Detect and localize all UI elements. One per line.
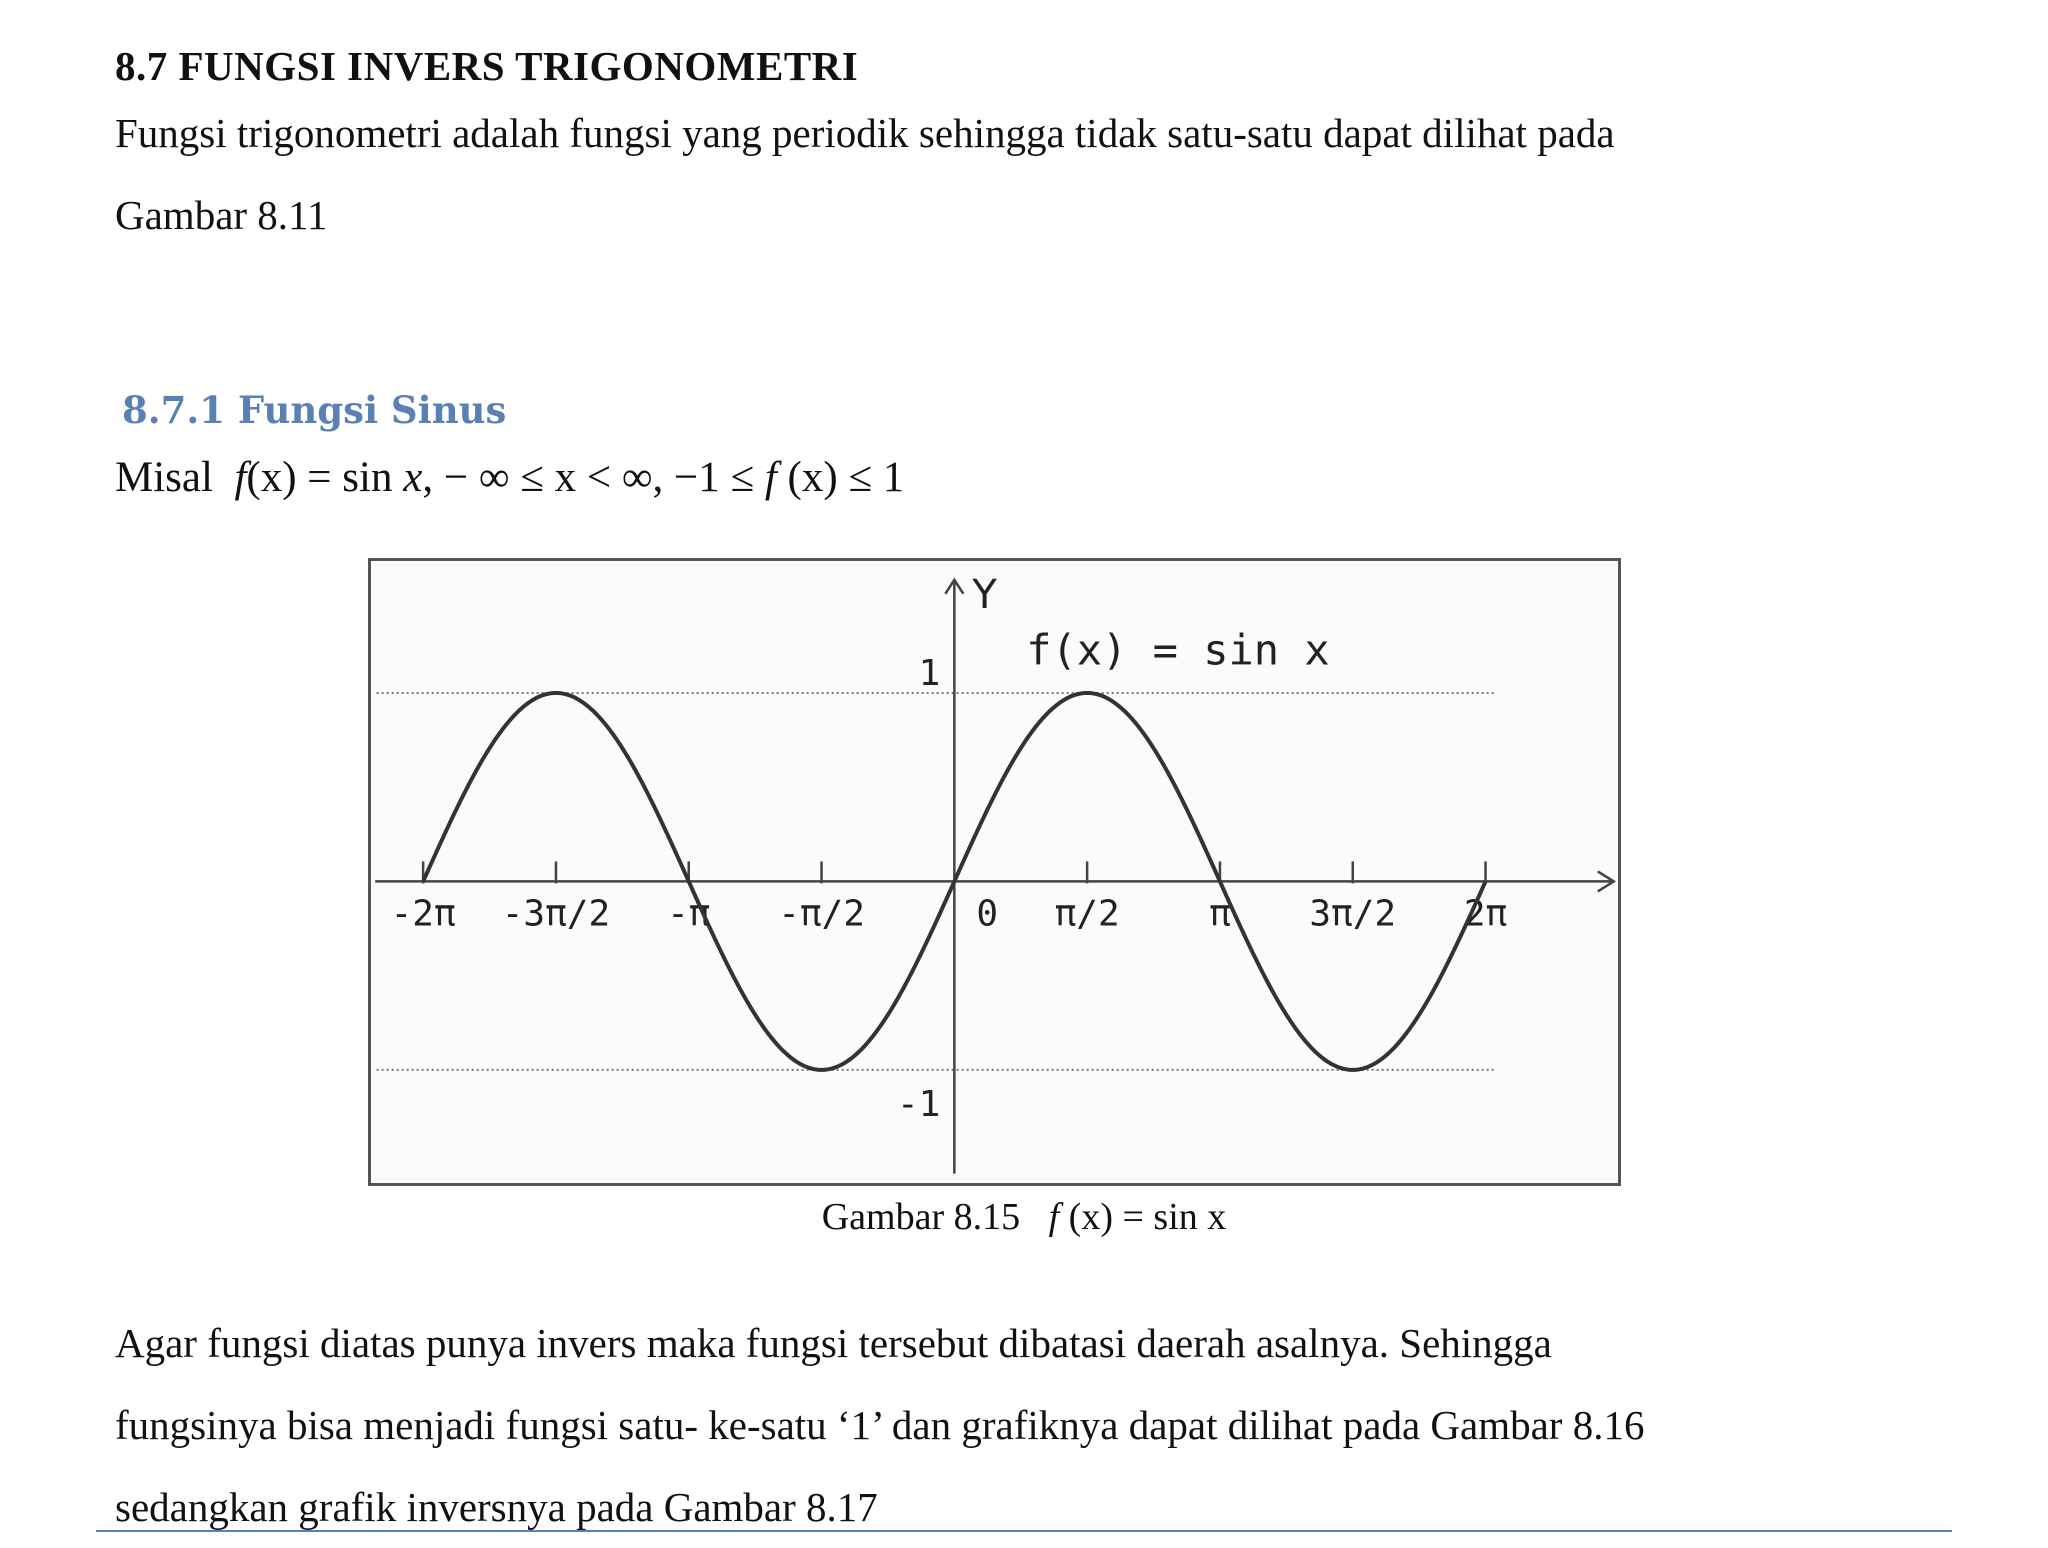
x-tick-label-3: -π/2 (778, 893, 865, 935)
intro-paragraph (115, 92, 1615, 256)
x-tick-label-4: 0 (976, 893, 999, 935)
bottom-rule (96, 1530, 1952, 1532)
x-tick-label-0: -2π (390, 893, 456, 935)
caption-label: Gambar 8.15 (821, 1196, 1021, 1238)
figure-caption (0, 1195, 2048, 1239)
x-tick-label-5: π/2 (1054, 893, 1120, 935)
x-tick-label-2: -π (667, 893, 711, 935)
y-axis-label: Y (972, 571, 997, 618)
misal-eq: = sin (296, 454, 404, 501)
misal-prefix: Misal (115, 454, 213, 501)
x-tick-label-6: π (1209, 893, 1231, 935)
intro-line-2: Gambar 8.11 (115, 192, 328, 238)
sine-figure (368, 558, 1621, 1186)
x-tick-label-8: 2π (1463, 893, 1508, 935)
misal-domain: , − ∞ ≤ x < ∞, −1 ≤ (422, 454, 765, 501)
outro-line-1: Agar fungsi diatas punya invers maka fungsi tersebut dibatasi daerah asalnya. Sehingga (115, 1320, 1552, 1366)
caption-rest: (x) = sin x (1059, 1196, 1227, 1238)
x-tick-label-1: -3π/2 (501, 893, 611, 935)
section-heading: 8.7 FUNGSI INVERS TRIGONOMETRI (115, 43, 859, 89)
misal-f2: f (764, 454, 777, 501)
definition-line (115, 453, 904, 502)
caption-f: f (1048, 1196, 1060, 1238)
outro-line-2: fungsinya bisa menjadi fungsi satu- ke-satu ‘1’ dan grafiknya dapat dilihat pada Gambar 8.16 (115, 1402, 1645, 1448)
y-tick-label-0: 1 (918, 652, 941, 694)
outro-line-3: sedangkan grafik inversnya pada Gambar 8.17 (115, 1484, 878, 1530)
misal-arg: (x) (246, 454, 297, 501)
y-tick-label-1: -1 (896, 1083, 941, 1125)
misal-f: f (234, 454, 247, 501)
x-tick-label-7: 3π/2 (1309, 893, 1397, 935)
misal-var: x (403, 454, 423, 501)
sine-chart (371, 561, 1618, 1183)
intro-line-1: Fungsi trigonometri adalah fungsi yang periodik sehingga tidak satu-satu dapat dilihat pada (115, 110, 1615, 156)
outro-paragraph (115, 1302, 1644, 1548)
subsection-heading: 8.7.1 Fungsi Sinus (122, 388, 507, 432)
function-label: f(x) = sin x (1026, 625, 1330, 675)
misal-range: (x) ≤ 1 (776, 454, 905, 501)
